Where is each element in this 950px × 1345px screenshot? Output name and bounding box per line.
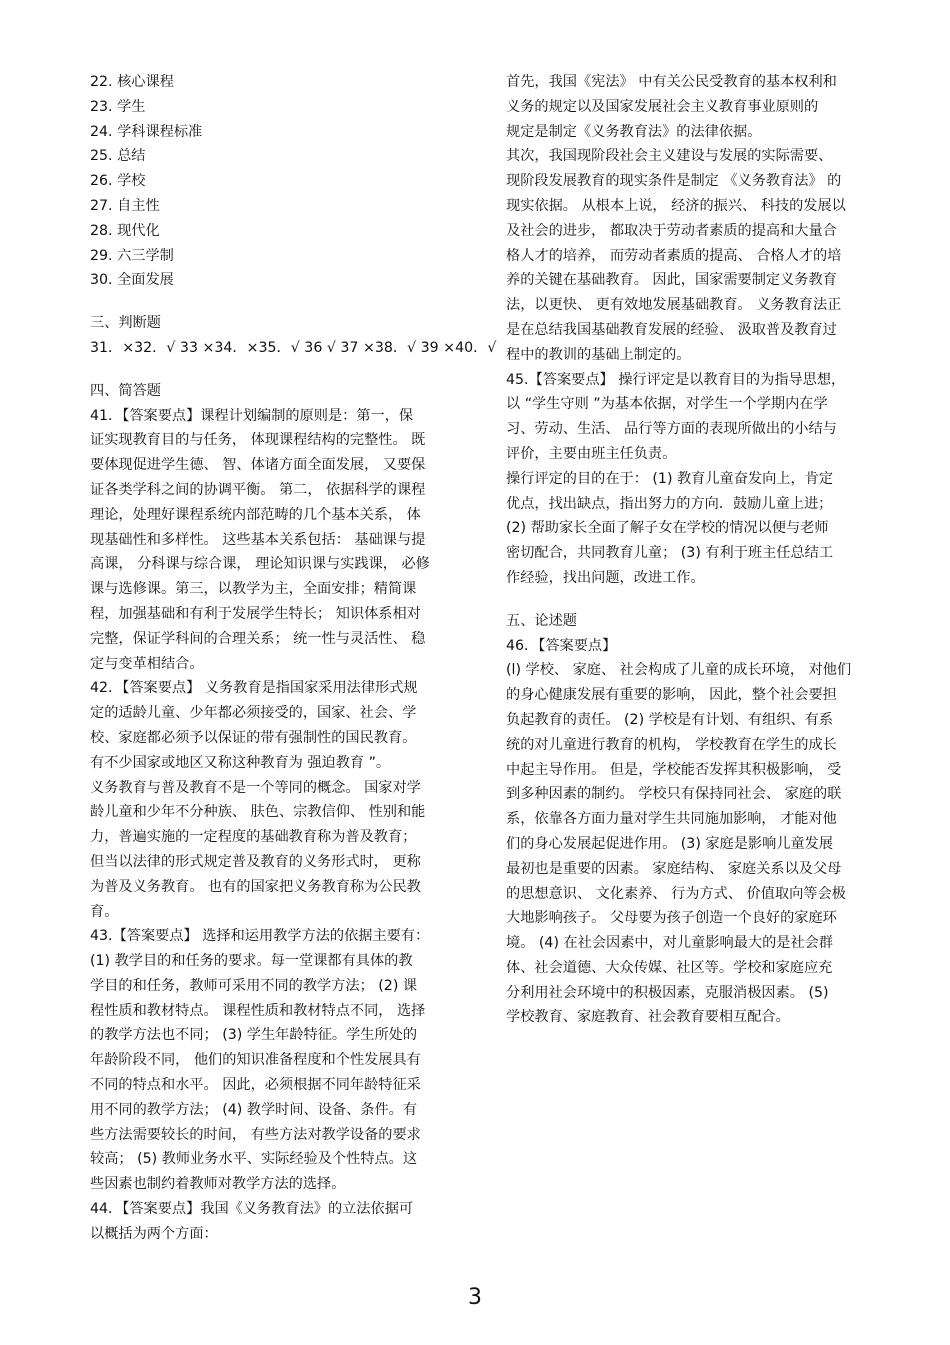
text-line: 不同的特点和水平。 因此，必须根据不同年龄特征采 [90, 1077, 421, 1094]
text-line: 较高； (5) 教师业务水平、实际经验及个性特点。这 [90, 1151, 418, 1168]
section-3-title: 三、判断题 [90, 315, 161, 332]
text-line: 程性质和教材特点。 课程性质和教材特点不同， 选择 [90, 1002, 426, 1019]
text-line: 定的适龄儿童、少年都必须接受的，国家、社会、学 [90, 705, 417, 722]
text-line: 义务教育与普及教育不是一个等同的概念。 国家对学 [90, 779, 421, 796]
text-line: 42．【答案要点】 义务教育是指国家采用法律形式规 [90, 680, 418, 697]
text-line: 及社会的进步， 都取决于劳动者素质的提高和大量合 [506, 222, 837, 239]
text-line: 优点，找出缺点，指出努力的方向．鼓励儿童上进； [506, 495, 833, 512]
text-line: 体、社会道德、大众传媒、社区等。学校和家庭应充 [506, 959, 833, 976]
text-line: 学校教育、家庭教育、社会教育要相互配合。 [506, 1009, 790, 1026]
list-item: 30. 全面发展 [90, 272, 174, 289]
list-item: 27. 自主性 [90, 197, 160, 214]
text-line: 习、劳动、生活、 品行等方面的表现所做出的小结与 [506, 421, 837, 438]
term-list [90, 70, 470, 293]
answer-41 [90, 404, 470, 677]
text-line: 的思想意识、 文化素养、 行为方式、 价值取向等会极 [506, 885, 846, 902]
text-line: 但当以法律的形式规定普及教育的义务形式时， 更称 [90, 853, 421, 870]
text-line: 些方法需要较长的时间， 有些方法对教学设备的要求 [90, 1126, 421, 1143]
text-line: 最初也是重要的因素。 家庭结构、 家庭关系以及父母 [506, 860, 842, 877]
list-item: 29. 六三学制 [90, 247, 174, 264]
text-line: 系，依靠各方面力量对学生共同施加影响， 才能对他 [506, 811, 837, 828]
text-line: 分利用社会环境中的积极因素，克服消极因素。 (5) [506, 984, 829, 1001]
section-5-title: 五、论述题 [506, 612, 577, 629]
text-line: 用不同的教学方法； (4) 教学时间、设备、条件。有 [90, 1101, 418, 1118]
text-line: 统的对儿童进行教育的机构， 学校教育在学生的成长 [506, 736, 837, 753]
text-line: 规定是制定《义务教育法》的法律依据。 [506, 123, 762, 140]
list-item: 24. 学科课程标准 [90, 123, 203, 140]
list-item: 26. 学校 [90, 173, 146, 190]
list-item: 22. 核心课程 [90, 74, 174, 90]
text-line: 程，加强基础和有利于发展学生特长； 知识体系相对 [90, 605, 421, 622]
text-line: 中起主导作用。 但是，学校能否发挥其积极影响， 受 [506, 761, 842, 778]
judgment-answers: 31．×32．√ 33 ×34．×35．√ 36 √ 37 ×38．√ 39 ×40．√ [90, 339, 497, 356]
text-line: 的身心健康发展有重要的影响， 因此，整个社会要担 [506, 687, 837, 704]
text-line: 以 “学生守则 ”为基本依据，对学生一个学期内在学 [506, 396, 828, 413]
text-line: 44．【答案要点】我国《义务教育法》的立法依据可 [90, 1201, 414, 1218]
text-line: 现阶段发展教育的现实条件是制定 《义务教育法》 的 [506, 173, 842, 190]
text-line: 的教学方法也不同； (3) 学生年龄特征。学生所处的 [90, 1027, 418, 1044]
text-line: 有不少国家或地区又称这种教育为 强迫教育 ”。 [90, 754, 391, 771]
right-column [506, 70, 878, 1030]
text-line: 证各类学科之间的协调平衡。 第二， 依据科学的课程 [90, 481, 426, 498]
text-line: 现基础性和多样性。 这些基本关系包括： 基础课与提 [90, 531, 426, 548]
answer-43 [90, 924, 470, 1197]
text-line: 45.【答案要点】 操行评定是以教育目的为指导思想， [506, 371, 846, 388]
text-line: 程中的教训的基础上制定的。 [506, 346, 691, 363]
text-line: 育。 [90, 903, 119, 920]
text-line: 些因素也制约着教师对教学方法的选择。 [90, 1176, 346, 1193]
text-line: 要体现促进学生德、 智、体诸方面全面发展， 又要保 [90, 457, 426, 474]
text-line: 们的身心发展起促进作用。 (3) 家庭是影响儿童发展 [506, 835, 834, 852]
text-line: 高课， 分科课与综合课， 理论知识课与实践课， 必修 [90, 556, 430, 573]
text-line: 学目的和任务，教师可采用不同的教学方法； (2) 课 [90, 977, 418, 994]
text-line: 操行评定的目的在于： (1) 教育儿童奋发向上，肯定 [506, 470, 834, 487]
text-line: 首先，我国《宪法》 中有关公民受教育的基本权利和 [506, 74, 837, 90]
text-line: (2) 帮助家长全面了解子女在学校的情况以便与老师 [506, 520, 829, 537]
text-line: 负起教育的责任。 (2) 学校是有计划、有组织、有系 [506, 711, 834, 728]
answer-44 [90, 1197, 470, 1247]
left-column [90, 70, 497, 1247]
section-4-title: 四、简答题 [90, 382, 161, 399]
text-line: 现实依据。 从根本上说， 经济的振兴、 科技的发展以 [506, 197, 846, 214]
text-line: 43.【答案要点】 选择和运用教学方法的依据主要有： [90, 928, 430, 945]
text-line: 完整，保证学科间的合理关系； 统一性与灵活性、 稳 [90, 630, 426, 647]
text-line: 密切配合，共同教育儿童； (3) 有利于班主任总结工 [506, 545, 834, 562]
text-line: 龄儿童和少年不分种族、 肤色、宗教信仰、 性别和能 [90, 804, 426, 821]
answer-44-continued [506, 70, 878, 368]
list-item: 23. 学生 [90, 98, 146, 115]
text-line: 41．【答案要点】课程计划编制的原则是：第一，保 [90, 407, 414, 424]
text-line: 养的关键在基础教育。 因此，国家需要制定义务教育 [506, 272, 837, 289]
text-line: (1) 教学目的和任务的要求。每一堂课都有具体的教 [90, 953, 413, 970]
text-line: 理论，处理好课程系统内部范畴的几个基本关系， 体 [90, 506, 421, 523]
page-number: 3 [468, 1285, 482, 1310]
text-line: (l) 学校、 家庭、 社会构成了儿童的成长环境， 对他们 [506, 662, 852, 679]
answer-46 [506, 658, 878, 1030]
list-item: 25. 总结 [90, 148, 146, 165]
text-line: 评价，主要由班主任负责。 [506, 445, 677, 462]
answer-46-heading: 46．【答案要点】 [506, 637, 617, 654]
text-line: 大地影响孩子。 父母要为孩子创造一个良好的家庭环 [506, 910, 837, 927]
text-line: 境。 (4) 在社会因素中，对儿童影响最大的是社会群 [506, 935, 834, 952]
text-line: 是在总结我国基础教育发展的经验、 汲取普及教育过 [506, 321, 837, 338]
answer-42 [90, 676, 470, 924]
text-line: 证实现教育目的与任务， 体现课程结构的完整性。 既 [90, 432, 426, 449]
text-line: 年龄阶段不同， 他们的知识准备程度和个性发展具有 [90, 1052, 421, 1069]
answer-45 [506, 368, 878, 591]
text-line: 力，普遍实施的一定程度的基础教育称为普及教育； [90, 829, 417, 846]
text-line: 法，以更快、 更有效地发展基础教育。 义务教育法正 [506, 297, 842, 314]
text-line: 以概括为两个方面： [90, 1225, 218, 1242]
text-line: 其次，我国现阶段社会主义建设与发展的实际需要、 [506, 148, 833, 165]
text-line: 为普及义务教育。 也有的国家把义务教育称为公民教 [90, 878, 421, 895]
text-line: 到多种因素的制约。 学校只有保持同社会、 家庭的联 [506, 786, 842, 803]
text-line: 作经验，找出问题，改进工作。 [506, 569, 705, 586]
text-line: 定与变革相结合。 [90, 655, 204, 672]
text-line: 义务的规定以及国家发展社会主义教育事业原则的 [506, 98, 819, 115]
text-line: 格人才的培养， 而劳动者素质的提高、 合格人才的培 [506, 247, 842, 264]
text-line: 校、家庭都必须予以保证的带有强制性的国民教育。 [90, 729, 417, 746]
list-item: 28. 现代化 [90, 222, 160, 239]
text-line: 课与选修课。第三，以教学为主，全面安排；精简课 [90, 581, 417, 598]
